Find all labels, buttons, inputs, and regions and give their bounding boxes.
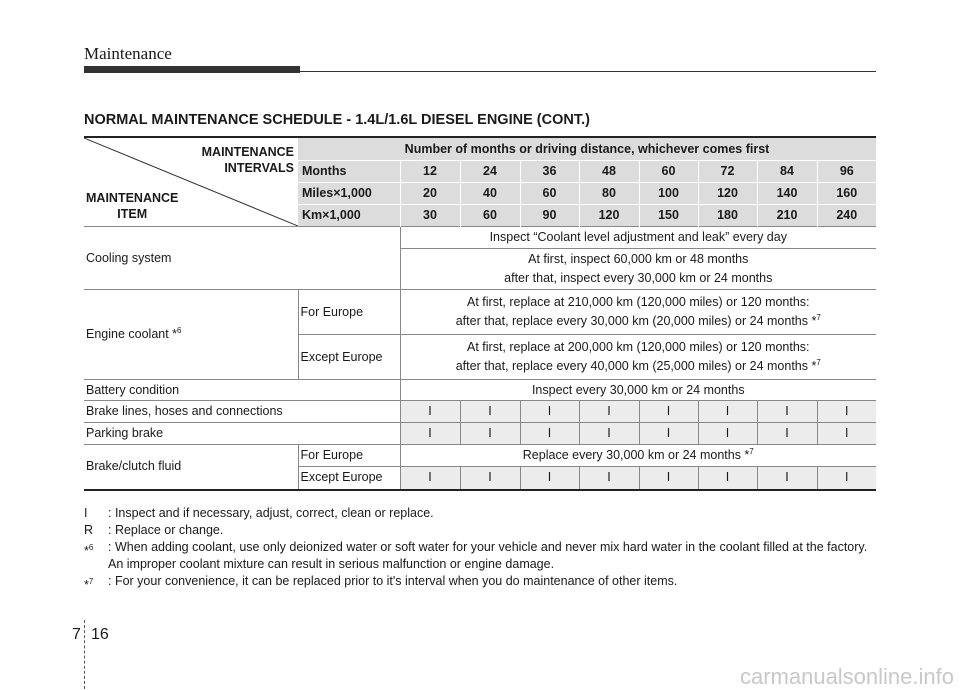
note-asterisk: * xyxy=(84,578,89,593)
parking-brake-cell: I xyxy=(639,423,698,445)
parking-brake-cell: I xyxy=(698,423,757,445)
coolant-europe-line-2-text: after that, replace every 30,000 km (20,000 miles) or 24 months * xyxy=(455,314,817,328)
note-key: I xyxy=(84,506,88,520)
footnote-ref: 7 xyxy=(816,312,821,322)
months-cell: 84 xyxy=(757,161,817,183)
note-text: : For your convenience, it can be replaced prior to it's interval when you do maintenance of other items. xyxy=(108,574,678,588)
brake-fluid-except-label: Except Europe xyxy=(298,467,400,490)
note-key xyxy=(84,573,93,594)
coolant-except-label: Except Europe xyxy=(298,335,400,380)
chapter-number: 7 xyxy=(72,626,81,643)
distance-header: Number of months or driving distance, whichever comes first xyxy=(298,137,876,161)
cooling-system-daily: Inspect “Coolant level adjustment and leak” every day xyxy=(400,227,876,249)
brake-lines-cell: I xyxy=(817,401,876,423)
engine-coolant-item xyxy=(84,290,298,380)
miles-cell: 140 xyxy=(757,183,817,205)
note-text: : When adding coolant, use only deionized water or soft water for your vehicle and never mix hard water in the coolant filled at the factory. An improper coolant mixture can result in serious malfunction or engine damage. xyxy=(108,540,868,571)
brake-lines-cell: I xyxy=(757,401,817,423)
corner-item-line-2: ITEM xyxy=(117,207,148,221)
brake-lines-cell: I xyxy=(579,401,639,423)
corner-intervals-line-1: MAINTENANCE xyxy=(201,145,294,159)
miles-cell: 40 xyxy=(460,183,520,205)
parking-brake-cell: I xyxy=(520,423,579,445)
months-cell: 72 xyxy=(698,161,757,183)
miles-cell: 160 xyxy=(817,183,876,205)
miles-cell: 20 xyxy=(400,183,460,205)
brake-lines-cell: I xyxy=(639,401,698,423)
battery-item: Battery condition xyxy=(84,380,400,401)
legend-notes xyxy=(84,505,884,593)
km-cell: 90 xyxy=(520,205,579,227)
coolant-except-line-2 xyxy=(401,357,877,376)
note-key: R xyxy=(84,523,94,537)
km-cell: 120 xyxy=(579,205,639,227)
coolant-except-schedule xyxy=(400,335,876,380)
coolant-europe-label: For Europe xyxy=(298,290,400,335)
brake-fluid-cell: I xyxy=(400,467,460,490)
footnote-number: 7 xyxy=(88,577,94,586)
brake-lines-cell: I xyxy=(460,401,520,423)
brake-lines-cell: I xyxy=(400,401,460,423)
km-label: Km×1,000 xyxy=(298,205,400,227)
footnote-number: 6 xyxy=(88,543,94,552)
corner-intervals-line-2: INTERVALS xyxy=(224,161,294,175)
months-cell: 96 xyxy=(817,161,876,183)
months-cell: 24 xyxy=(460,161,520,183)
note-text: : Inspect and if necessary, adjust, correct, clean or replace. xyxy=(108,506,434,520)
coolant-except-line-1: At first, replace at 200,000 km (120,000 miles) or 120 months: xyxy=(467,340,810,354)
note-replace xyxy=(84,522,884,539)
cooling-interval-line-2: after that, inspect every 30,000 km or 24 months xyxy=(504,271,773,285)
coolant-europe-schedule xyxy=(400,290,876,335)
note-inspect xyxy=(84,505,884,522)
note-asterisk: * xyxy=(84,544,89,559)
footnote-ref: 7 xyxy=(816,357,821,367)
parking-brake-item: Parking brake xyxy=(84,423,400,445)
cooling-interval-line-1: At first, inspect 60,000 km or 48 months xyxy=(528,252,749,266)
brake-fluid-cell: I xyxy=(460,467,520,490)
footer-divider xyxy=(84,620,86,689)
brake-fluid-cell: I xyxy=(579,467,639,490)
parking-brake-cell: I xyxy=(817,423,876,445)
km-cell: 60 xyxy=(460,205,520,227)
brake-fluid-europe-label: For Europe xyxy=(298,445,400,467)
months-cell: 60 xyxy=(639,161,698,183)
parking-brake-cell: I xyxy=(757,423,817,445)
brake-fluid-cell: I xyxy=(639,467,698,490)
miles-cell: 80 xyxy=(579,183,639,205)
coolant-europe-line-2 xyxy=(401,312,877,331)
brake-lines-item: Brake lines, hoses and connections xyxy=(84,401,400,423)
parking-brake-cell: I xyxy=(400,423,460,445)
note-text: : Replace or change. xyxy=(108,523,224,537)
brake-fluid-item: Brake/clutch fluid xyxy=(84,445,298,490)
table-corner-header xyxy=(84,137,298,227)
note-footnote-7 xyxy=(84,573,884,593)
maintenance-schedule-table xyxy=(84,136,876,491)
section-title: Maintenance xyxy=(84,44,172,63)
maintenance-item-label xyxy=(86,190,178,222)
note-key xyxy=(84,539,93,560)
months-cell: 36 xyxy=(520,161,579,183)
coolant-europe-line-1: At first, replace at 210,000 km (120,000 miles) or 120 months: xyxy=(467,295,810,309)
engine-coolant-label: Engine coolant * xyxy=(86,327,178,341)
parking-brake-cell: I xyxy=(460,423,520,445)
page-number: 16 xyxy=(91,626,109,643)
brake-fluid-cell: I xyxy=(698,467,757,490)
miles-cell: 120 xyxy=(698,183,757,205)
cooling-system-interval xyxy=(400,249,876,290)
brake-fluid-europe-text: Replace every 30,000 km or 24 months * xyxy=(522,448,750,462)
months-cell: 12 xyxy=(400,161,460,183)
footnote-ref: 6 xyxy=(177,325,182,335)
header-bar xyxy=(84,66,300,73)
miles-cell: 100 xyxy=(639,183,698,205)
brake-fluid-cell: I xyxy=(757,467,817,490)
km-cell: 240 xyxy=(817,205,876,227)
brake-lines-cell: I xyxy=(520,401,579,423)
schedule-title: NORMAL MAINTENANCE SCHEDULE - 1.4L/1.6L DIESEL ENGINE (CONT.) xyxy=(84,112,590,128)
km-cell: 30 xyxy=(400,205,460,227)
corner-item-line-1: MAINTENANCE xyxy=(86,191,179,205)
parking-brake-cell: I xyxy=(579,423,639,445)
km-cell: 150 xyxy=(639,205,698,227)
km-cell: 180 xyxy=(698,205,757,227)
brake-fluid-europe-schedule xyxy=(400,445,876,467)
km-cell: 210 xyxy=(757,205,817,227)
months-cell: 48 xyxy=(579,161,639,183)
header-rule xyxy=(300,71,876,72)
miles-label: Miles×1,000 xyxy=(298,183,400,205)
months-label: Months xyxy=(298,161,400,183)
battery-schedule: Inspect every 30,000 km or 24 months xyxy=(400,380,876,401)
brake-lines-cell: I xyxy=(698,401,757,423)
maintenance-intervals-label xyxy=(202,144,294,176)
coolant-except-line-2-text: after that, replace every 40,000 km (25,000 miles) or 24 months * xyxy=(455,359,817,373)
brake-fluid-cell: I xyxy=(817,467,876,490)
miles-cell: 60 xyxy=(520,183,579,205)
cooling-system-item: Cooling system xyxy=(84,227,400,290)
footnote-ref: 7 xyxy=(749,446,754,456)
watermark: carmanualsonline.info xyxy=(739,664,954,689)
brake-fluid-cell: I xyxy=(520,467,579,490)
note-footnote-6 xyxy=(84,539,884,573)
